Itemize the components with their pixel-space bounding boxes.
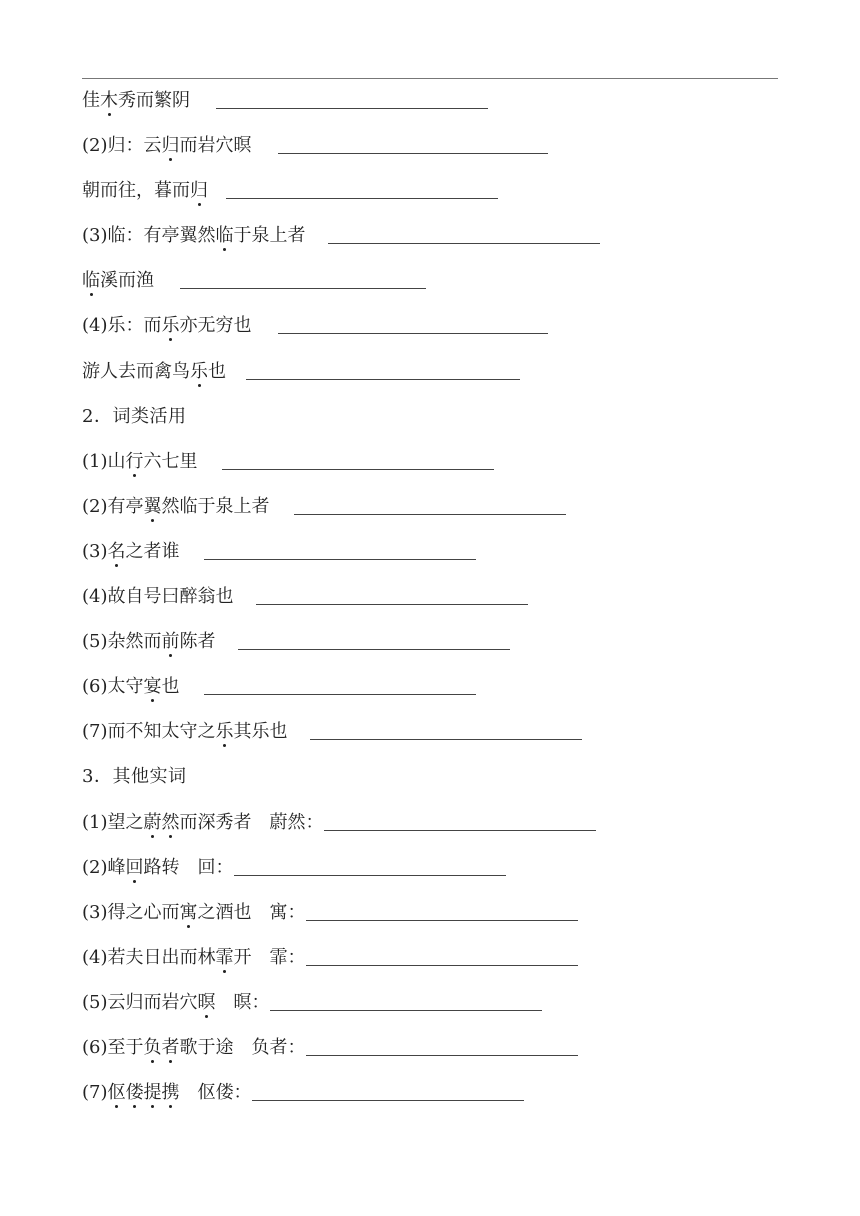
emphasized-character: 乐 [161,315,180,337]
item-prompt [82,627,216,657]
answer-blank[interactable] [238,627,510,650]
item-prompt [82,357,226,387]
prompt-text: (1)山 [82,450,126,472]
exercise-item [82,311,782,356]
prompt-text: 秀而繁阴 [118,90,190,111]
emphasized-character: 归 [161,135,180,157]
item-prompt [82,582,234,612]
emphasized-character: 翼 [143,495,162,517]
prompt-text: (3)临：有亭翼然 [82,225,216,247]
top-rule [82,78,778,79]
emphasized-character: 者 [161,1036,180,1058]
emphasized-character: 临 [82,270,100,292]
item-prompt [82,898,306,928]
answer-blank[interactable] [306,943,578,966]
exercise-item [82,717,782,762]
emphasized-character: 然 [161,811,180,833]
answer-blank[interactable] [226,176,498,199]
exercise-item [82,537,782,582]
answer-blank[interactable] [270,988,542,1011]
answer-blank[interactable] [278,131,548,154]
item-prompt [82,717,288,747]
emphasized-character: 蔚 [143,811,162,833]
item-prompt [82,1033,306,1063]
exercise-item [82,266,782,311]
item-prompt [82,988,270,1018]
prompt-text: 歌于途 负者： [179,1036,306,1058]
prompt-text: (3) [82,540,108,562]
answer-blank[interactable] [306,1033,578,1056]
exercise-item [82,447,782,492]
prompt-text: 开 霏： [233,946,306,968]
prompt-text: 路转 回： [143,856,234,878]
prompt-text: 朝而往，暮而 [82,180,190,202]
emphasized-character: 归 [190,180,208,202]
prompt-text: 游人去而禽鸟 [82,360,190,382]
exercise-content [82,86,782,1123]
item-prompt [82,131,252,161]
emphasized-character: 霏 [215,946,234,968]
prompt-text: 其乐也 [233,721,288,743]
prompt-text: 陈者 [179,631,216,653]
emphasized-character: 名 [107,540,126,562]
emphasized-character: 乐 [215,721,234,743]
emphasized-character: 寓 [179,901,198,923]
exercise-item [82,492,782,537]
prompt-text: 六七里 [143,450,198,472]
answer-blank[interactable] [204,537,476,560]
emphasized-character: 伛 [107,1082,126,1104]
answer-blank[interactable] [278,311,548,334]
item-prompt [82,492,270,522]
answer-blank[interactable] [324,808,596,831]
prompt-text: 2．词类活用 [82,405,187,427]
item-prompt [82,853,234,883]
answer-blank[interactable] [310,717,582,740]
exercise-item [82,898,782,943]
prompt-text: 伛偻： [179,1082,252,1104]
prompt-text: (5)杂然而 [82,631,162,653]
prompt-text: (1)望之 [82,811,144,833]
emphasized-character: 提 [143,1082,162,1104]
prompt-text: (2)归：云 [82,135,162,157]
item-prompt [82,943,306,973]
item-prompt [82,808,324,838]
prompt-text: 亦无穷也 [179,315,252,337]
emphasized-character: 回 [125,856,144,878]
exercise-item [82,627,782,672]
prompt-text: (4)故自号曰醉翁也 [82,586,234,608]
prompt-text: 3．其他实词 [82,766,187,788]
exercise-item [82,1033,782,1078]
item-prompt [82,86,190,116]
section-heading [82,402,782,447]
prompt-text: (4)若夫日出而林 [82,946,216,968]
answer-blank[interactable] [252,1078,524,1101]
prompt-text: (4)乐：而 [82,315,162,337]
answer-blank[interactable] [180,266,426,289]
prompt-text: 之者谁 [125,540,180,562]
prompt-text: (2)有亭 [82,495,144,517]
prompt-text: 暝： [215,991,270,1013]
prompt-text: 溪而渔 [100,270,154,292]
exercise-item [82,357,782,402]
prompt-text: (6)太守 [82,676,144,698]
exercise-item [82,672,782,717]
exercise-item [82,1078,782,1123]
section-heading [82,762,782,807]
item-prompt [82,266,154,296]
answer-blank[interactable] [256,582,528,605]
answer-blank[interactable] [328,221,600,244]
exercise-item [82,853,782,898]
exercise-item [82,988,782,1033]
section-title [82,762,186,792]
answer-blank[interactable] [294,492,566,515]
emphasized-character: 负 [143,1036,162,1058]
emphasized-character: 前 [161,631,180,653]
prompt-text: 之酒也 寓： [197,901,306,923]
item-prompt [82,221,306,251]
answer-blank[interactable] [234,853,506,876]
emphasized-character: 暝 [197,991,216,1013]
prompt-text: 也 [208,360,226,382]
answer-blank[interactable] [222,447,494,470]
emphasized-character: 行 [125,450,144,472]
exercise-item [82,221,782,266]
exercise-item [82,943,782,988]
prompt-text: 而深秀者 蔚然： [179,811,324,833]
item-prompt [82,447,198,477]
prompt-text: (6)至于 [82,1036,144,1058]
exercise-item [82,131,782,176]
prompt-text: 也 [161,676,180,698]
answer-blank[interactable] [246,357,520,380]
emphasized-character: 宴 [143,676,162,698]
answer-blank[interactable] [204,672,476,695]
item-prompt [82,1078,252,1108]
emphasized-character: 乐 [190,360,208,382]
prompt-text: (3)得之心而 [82,901,180,923]
item-prompt [82,311,252,341]
exercise-item [82,86,782,131]
item-prompt [82,672,180,702]
emphasized-character: 携 [161,1082,180,1104]
prompt-text: 然临于泉上者 [161,495,270,517]
exercise-item [82,808,782,853]
prompt-text: (7) [82,1082,108,1104]
prompt-text: (2)峰 [82,856,126,878]
item-prompt [82,176,208,206]
prompt-text: 于泉上者 [233,225,306,247]
exercise-item [82,582,782,627]
answer-blank[interactable] [216,86,488,109]
emphasized-character: 临 [215,225,234,247]
prompt-text: 佳 [82,90,100,111]
emphasized-character: 木 [100,90,118,111]
section-title [82,402,186,432]
prompt-text: (7)而不知太守之 [82,721,216,743]
prompt-text: 而岩穴暝 [179,135,252,157]
exercise-item [82,176,782,221]
prompt-text: (5)云归而岩穴 [82,991,198,1013]
answer-blank[interactable] [306,898,578,921]
emphasized-character: 偻 [125,1082,144,1104]
item-prompt [82,537,180,567]
